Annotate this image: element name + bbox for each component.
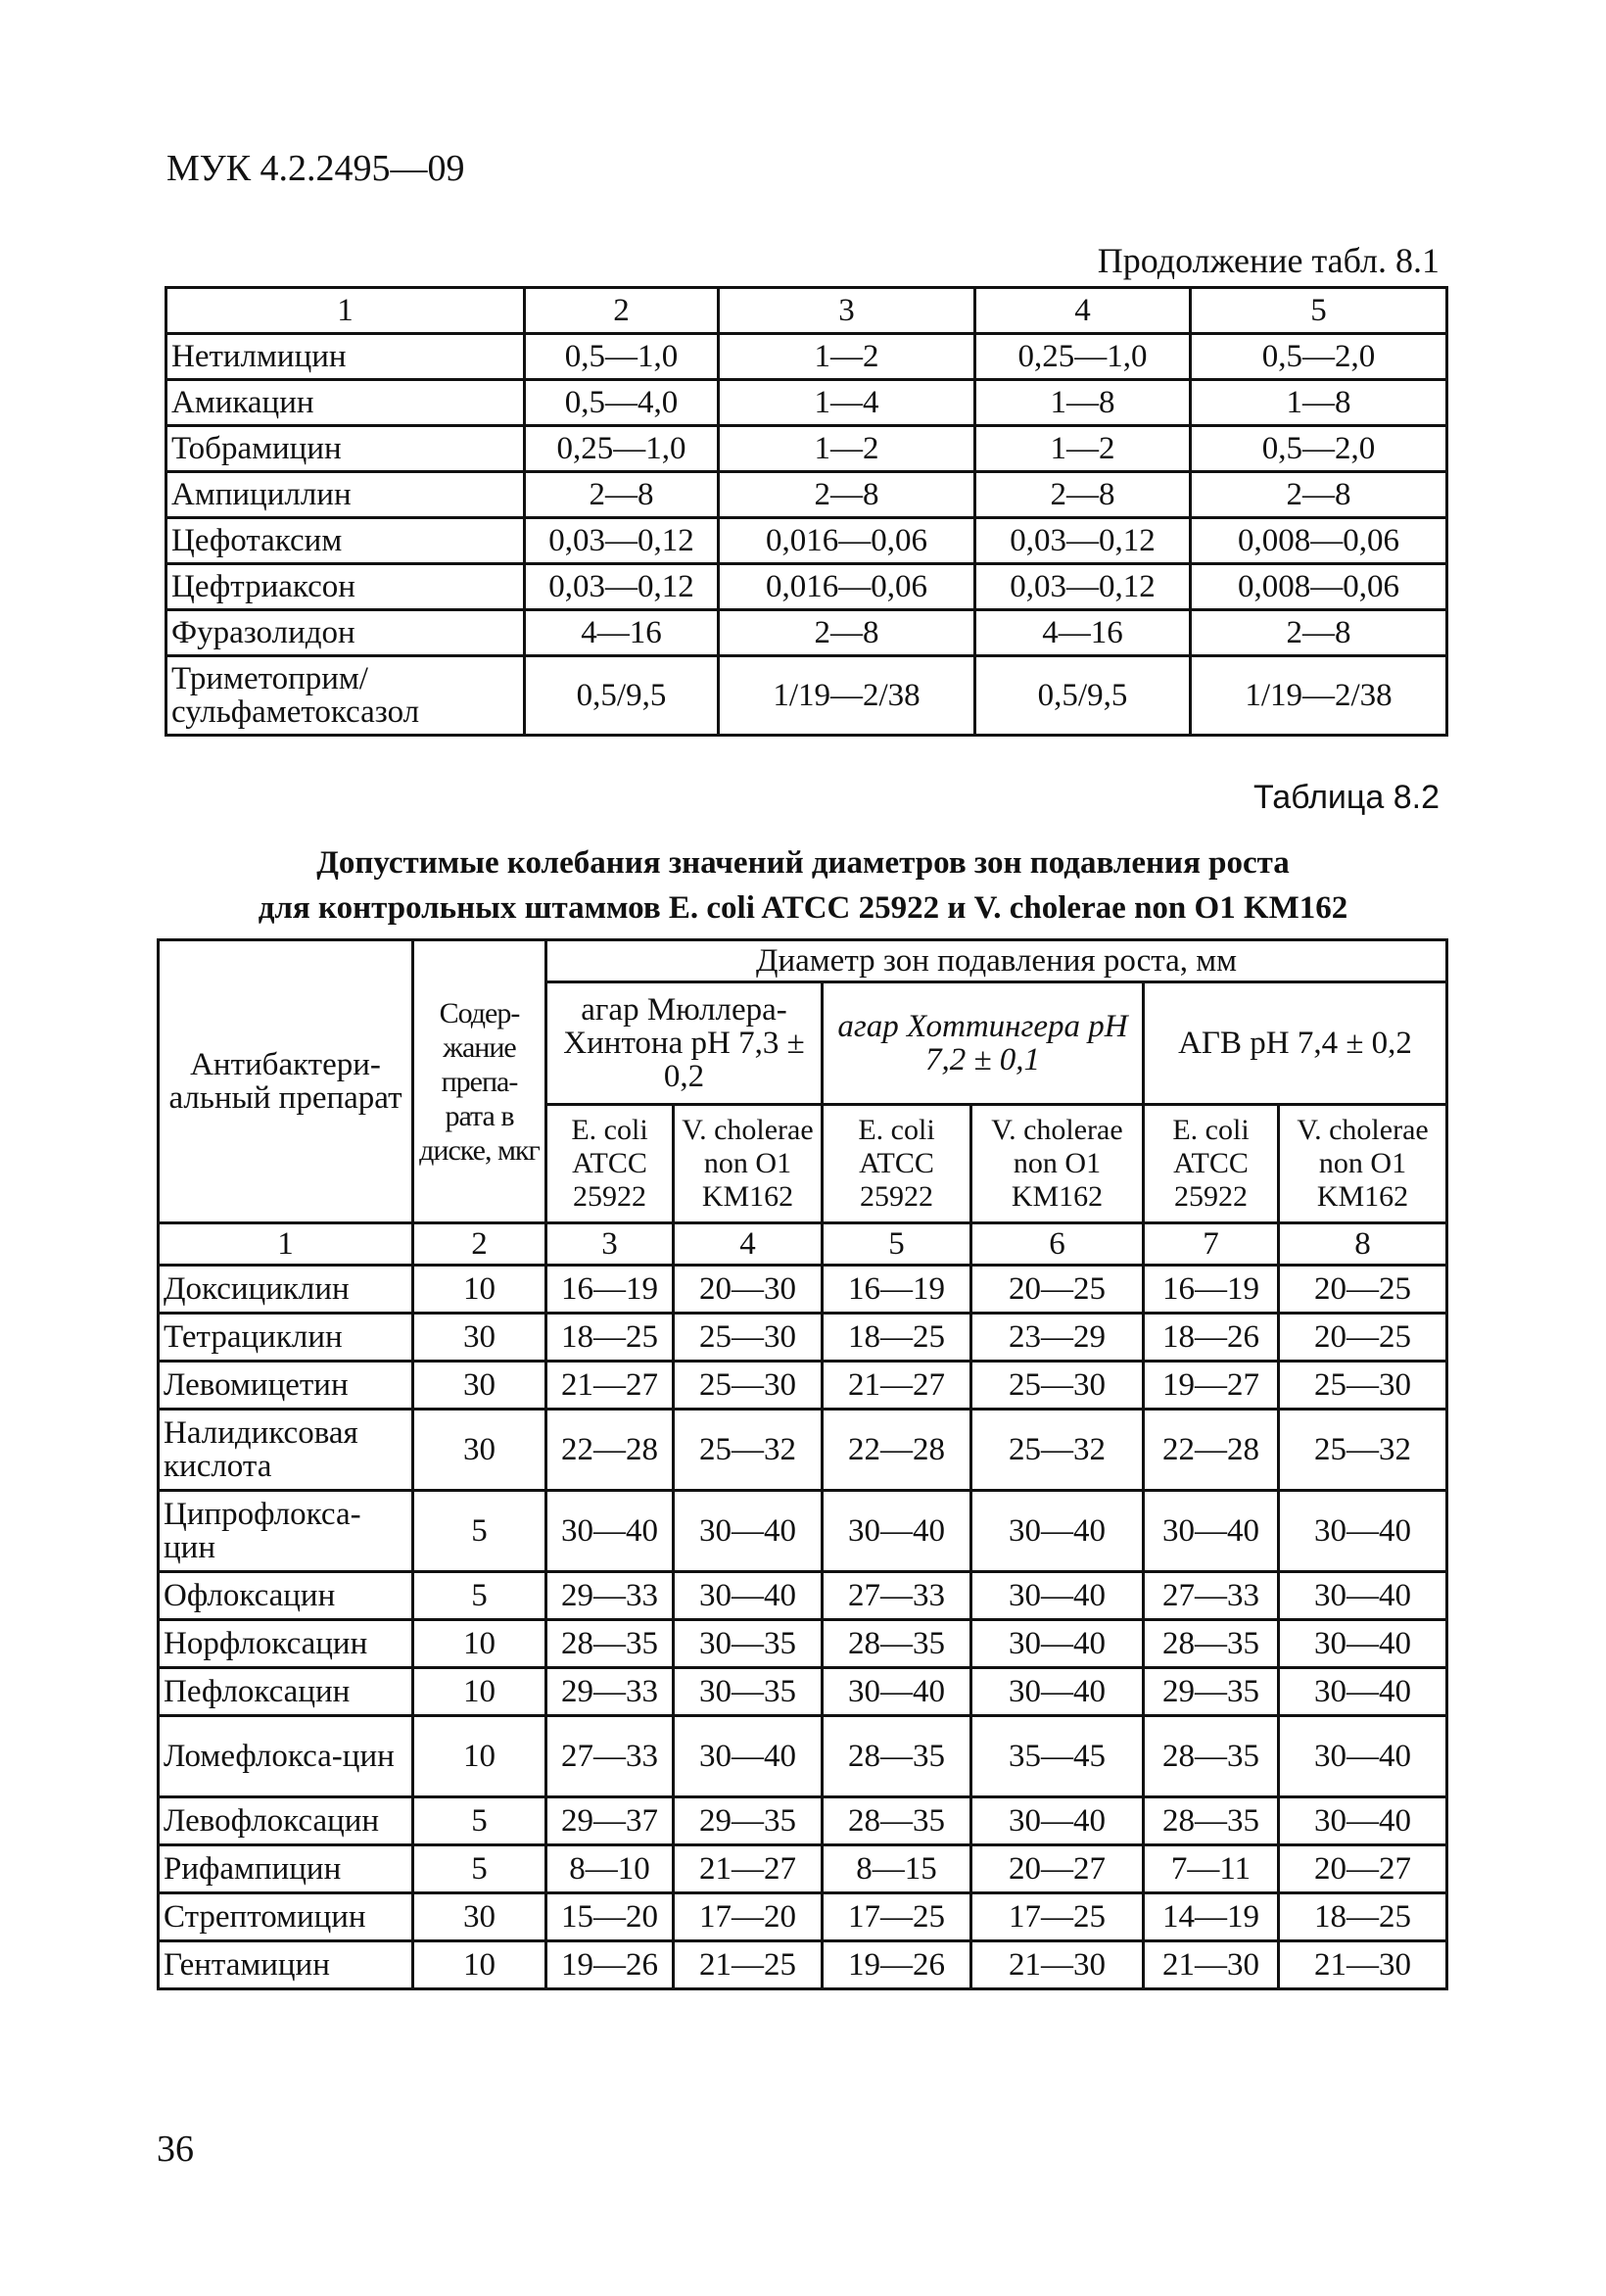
table-cell: 17—20 [674, 1893, 823, 1941]
table-row [159, 1314, 1447, 1362]
table-cell: 17—25 [971, 1893, 1144, 1941]
table-row [159, 1266, 1447, 1314]
table-cell: 15—20 [546, 1893, 674, 1941]
table-row [159, 1893, 1447, 1941]
table-cell: 30—40 [1279, 1491, 1447, 1572]
table-cell: 0,03—0,12 [525, 564, 719, 610]
table-cell: 18—26 [1144, 1314, 1279, 1362]
table-row [159, 1410, 1447, 1491]
table-cell: 30—40 [971, 1797, 1144, 1845]
table-cell: 16—19 [823, 1266, 971, 1314]
drug-name: Амикацин [166, 380, 525, 426]
table1 [165, 286, 1448, 737]
table-cell: 0,5—2,0 [1191, 334, 1447, 380]
table-cell: 30 [413, 1362, 546, 1410]
table-cell: 2—8 [719, 610, 975, 656]
table-cell: 30—40 [971, 1491, 1144, 1572]
table-cell: 1—8 [975, 380, 1191, 426]
table1-col-number: 1 [166, 288, 525, 334]
table-cell: 27—33 [823, 1572, 971, 1620]
table-row [166, 518, 1447, 564]
header-medium: АГВ рН 7,4 ± 0,2 [1144, 982, 1447, 1105]
table2-title [157, 840, 1449, 931]
table-cell: 10 [413, 1668, 546, 1716]
table-row [159, 1716, 1447, 1797]
table-cell: 1—4 [719, 380, 975, 426]
table-cell: 25—30 [971, 1362, 1144, 1410]
table-cell: 30—40 [971, 1620, 1144, 1668]
table-row [159, 1668, 1447, 1716]
table-cell: 28—35 [546, 1620, 674, 1668]
table-cell: 30—35 [674, 1668, 823, 1716]
table-cell: 2—8 [1191, 472, 1447, 518]
table-cell: 2—8 [719, 472, 975, 518]
table-cell: 30—40 [1279, 1797, 1447, 1845]
table-cell: 28—35 [1144, 1797, 1279, 1845]
table-cell: 0,03—0,12 [975, 564, 1191, 610]
table-cell: 1/19—2/38 [719, 656, 975, 736]
drug-name: Ципрофлокса-цин [159, 1491, 413, 1572]
table-cell: 5 [413, 1845, 546, 1893]
drug-name: Рифампицин [159, 1845, 413, 1893]
table-cell: 30—40 [1279, 1572, 1447, 1620]
table-cell: 30—40 [971, 1668, 1144, 1716]
drug-name: Гентамицин [159, 1941, 413, 1989]
header-strain: V. cholerae non O1 KM162 [1279, 1105, 1447, 1223]
table-cell: 0,03—0,12 [975, 518, 1191, 564]
table-cell: 0,016—0,06 [719, 518, 975, 564]
table-cell: 20—25 [971, 1266, 1144, 1314]
table-row [159, 1491, 1447, 1572]
drug-name: Левофлоксацин [159, 1797, 413, 1845]
table-row [159, 1797, 1447, 1845]
table-cell: 30—40 [674, 1572, 823, 1620]
table-cell: 30—40 [1279, 1668, 1447, 1716]
drug-name: Пефлоксацин [159, 1668, 413, 1716]
table1-caption: Продолжение табл. 8.1 [1097, 241, 1440, 280]
table-cell: 21—30 [1279, 1941, 1447, 1989]
table2 [157, 938, 1448, 1990]
drug-name: Ломефлокса-цин [159, 1716, 413, 1797]
table1-col-number: 4 [975, 288, 1191, 334]
table2-title-line: для контрольных штаммов E. coli ATCC 25922 и V. cholerae non O1 KM162 [258, 890, 1348, 926]
table-row [166, 472, 1447, 518]
table-cell: 16—19 [1144, 1266, 1279, 1314]
table-cell: 30—35 [674, 1620, 823, 1668]
table-cell: 2—8 [525, 472, 719, 518]
table-cell: 27—33 [546, 1716, 674, 1797]
drug-name: Налидиксовая кислота [159, 1410, 413, 1491]
table-cell: 0,008—0,06 [1191, 518, 1447, 564]
table-cell: 30—40 [823, 1491, 971, 1572]
header-drug: Антибактери-альный препарат [159, 940, 413, 1223]
table-cell: 4—16 [975, 610, 1191, 656]
drug-name: Норфлоксацин [159, 1620, 413, 1668]
header-strain: E. coli ATCC 25922 [1144, 1105, 1279, 1223]
table-cell: 29—35 [674, 1797, 823, 1845]
table2-col-number: 6 [971, 1223, 1144, 1266]
table-row [166, 380, 1447, 426]
table-row [159, 1572, 1447, 1620]
table-cell: 28—35 [1144, 1620, 1279, 1668]
table2-caption: Таблица 8.2 [1252, 779, 1440, 816]
table2-col-number: 3 [546, 1223, 674, 1266]
table-cell: 25—30 [1279, 1362, 1447, 1410]
page-number: 36 [157, 2129, 194, 2170]
table1-col-number: 5 [1191, 288, 1447, 334]
table-cell: 21—30 [1144, 1941, 1279, 1989]
table-cell: 28—35 [823, 1716, 971, 1797]
table-row [159, 1845, 1447, 1893]
drug-name: Тобрамицин [166, 426, 525, 472]
table-cell: 5 [413, 1572, 546, 1620]
table-cell: 19—26 [823, 1941, 971, 1989]
table-cell: 21—30 [971, 1941, 1144, 1989]
table-cell: 10 [413, 1620, 546, 1668]
table-cell: 0,5/9,5 [975, 656, 1191, 736]
table-cell: 30—40 [1279, 1620, 1447, 1668]
table-row [166, 564, 1447, 610]
table-cell: 30 [413, 1314, 546, 1362]
table-cell: 25—32 [971, 1410, 1144, 1491]
table-cell: 28—35 [1144, 1716, 1279, 1797]
header-medium: агар Хоттингера рН 7,2 ± 0,1 [823, 982, 1144, 1105]
table2-col-number: 8 [1279, 1223, 1447, 1266]
table-cell: 5 [413, 1797, 546, 1845]
table-cell: 0,5—2,0 [1191, 426, 1447, 472]
table-row [166, 426, 1447, 472]
table-cell: 30 [413, 1410, 546, 1491]
table-cell: 0,5—4,0 [525, 380, 719, 426]
table-cell: 22—28 [823, 1410, 971, 1491]
table-cell: 8—15 [823, 1845, 971, 1893]
table2-col-number: 5 [823, 1223, 971, 1266]
table-cell: 29—35 [1144, 1668, 1279, 1716]
table-cell: 30—40 [1279, 1716, 1447, 1797]
table-cell: 0,016—0,06 [719, 564, 975, 610]
table-row [166, 656, 1447, 736]
table-cell: 20—27 [1279, 1845, 1447, 1893]
table-cell: 30—40 [674, 1491, 823, 1572]
table-cell: 1/19—2/38 [1191, 656, 1447, 736]
drug-name: Стрептомицин [159, 1893, 413, 1941]
table-cell: 30—40 [971, 1572, 1144, 1620]
table2-col-number: 1 [159, 1223, 413, 1266]
table-cell: 30—40 [823, 1668, 971, 1716]
table2-title-line: Допустимые колебания значений диаметров зон подавления роста [316, 845, 1290, 881]
header-strain: V. cholerae non O1 KM162 [971, 1105, 1144, 1223]
drug-name: Нетилмицин [166, 334, 525, 380]
table-row [159, 1941, 1447, 1989]
table-cell: 5 [413, 1491, 546, 1572]
table-cell: 0,008—0,06 [1191, 564, 1447, 610]
table-row [166, 610, 1447, 656]
table-cell: 20—25 [1279, 1266, 1447, 1314]
table-cell: 21—25 [674, 1941, 823, 1989]
table-cell: 0,25—1,0 [975, 334, 1191, 380]
table-cell: 20—30 [674, 1266, 823, 1314]
table-cell: 20—25 [1279, 1314, 1447, 1362]
table-cell: 16—19 [546, 1266, 674, 1314]
table-cell: 10 [413, 1266, 546, 1314]
table-cell: 23—29 [971, 1314, 1144, 1362]
drug-name: Тетрациклин [159, 1314, 413, 1362]
table-cell: 7—11 [1144, 1845, 1279, 1893]
table-cell: 21—27 [823, 1362, 971, 1410]
table-cell: 14—19 [1144, 1893, 1279, 1941]
table-cell: 0,5/9,5 [525, 656, 719, 736]
drug-name: Ампициллин [166, 472, 525, 518]
drug-name: Цефтриаксон [166, 564, 525, 610]
table-row [159, 1362, 1447, 1410]
table-cell: 28—35 [823, 1620, 971, 1668]
table2-col-number: 2 [413, 1223, 546, 1266]
table-cell: 8—10 [546, 1845, 674, 1893]
table-row [159, 1620, 1447, 1668]
table-cell: 29—37 [546, 1797, 674, 1845]
table1-col-number: 3 [719, 288, 975, 334]
drug-name: Офлоксацин [159, 1572, 413, 1620]
table-cell: 28—35 [823, 1797, 971, 1845]
table-cell: 1—2 [719, 334, 975, 380]
table-cell: 2—8 [975, 472, 1191, 518]
table-cell: 29—33 [546, 1668, 674, 1716]
document-code: МУК 4.2.2495—09 [166, 148, 465, 189]
table1-col-number: 2 [525, 288, 719, 334]
table-cell: 27—33 [1144, 1572, 1279, 1620]
table-cell: 4—16 [525, 610, 719, 656]
table-cell: 18—25 [823, 1314, 971, 1362]
table-cell: 20—27 [971, 1845, 1144, 1893]
drug-name: Цефотаксим [166, 518, 525, 564]
table-cell: 30—40 [546, 1491, 674, 1572]
table-cell: 22—28 [1144, 1410, 1279, 1491]
table-cell: 25—32 [1279, 1410, 1447, 1491]
table-cell: 10 [413, 1941, 546, 1989]
table-cell: 1—2 [975, 426, 1191, 472]
table-cell: 21—27 [674, 1845, 823, 1893]
table-cell: 30 [413, 1893, 546, 1941]
table-cell: 18—25 [1279, 1893, 1447, 1941]
table-cell: 2—8 [1191, 610, 1447, 656]
table-row [166, 334, 1447, 380]
table-cell: 30—40 [674, 1716, 823, 1797]
table2-col-number: 4 [674, 1223, 823, 1266]
table-cell: 35—45 [971, 1716, 1144, 1797]
table-cell: 0,03—0,12 [525, 518, 719, 564]
table-cell: 17—25 [823, 1893, 971, 1941]
header-strain: V. cholerae non O1 KM162 [674, 1105, 823, 1223]
header-content: Содер-жание препа-рата в диске, мкг [413, 940, 546, 1223]
header-diameter: Диаметр зон подавления роста, мм [546, 940, 1447, 982]
table-cell: 25—32 [674, 1410, 823, 1491]
table2-col-number: 7 [1144, 1223, 1279, 1266]
table-cell: 19—26 [546, 1941, 674, 1989]
table-cell: 1—8 [1191, 380, 1447, 426]
table-cell: 0,25—1,0 [525, 426, 719, 472]
table-cell: 29—33 [546, 1572, 674, 1620]
table-cell: 18—25 [546, 1314, 674, 1362]
header-strain: E. coli ATCC 25922 [823, 1105, 971, 1223]
drug-name: Левомицетин [159, 1362, 413, 1410]
table-cell: 21—27 [546, 1362, 674, 1410]
table-cell: 1—2 [719, 426, 975, 472]
table-cell: 25—30 [674, 1362, 823, 1410]
table-cell: 19—27 [1144, 1362, 1279, 1410]
drug-name: Триметоприм/ сульфаметоксазол [166, 656, 525, 736]
drug-name: Доксициклин [159, 1266, 413, 1314]
table-cell: 0,5—1,0 [525, 334, 719, 380]
table-cell: 30—40 [1144, 1491, 1279, 1572]
drug-name: Фуразолидон [166, 610, 525, 656]
header-strain: E. coli ATCC 25922 [546, 1105, 674, 1223]
table-cell: 10 [413, 1716, 546, 1797]
header-medium: агар Мюллера-Хинтона рН 7,3 ± 0,2 [546, 982, 823, 1105]
table-cell: 25—30 [674, 1314, 823, 1362]
table-cell: 22—28 [546, 1410, 674, 1491]
